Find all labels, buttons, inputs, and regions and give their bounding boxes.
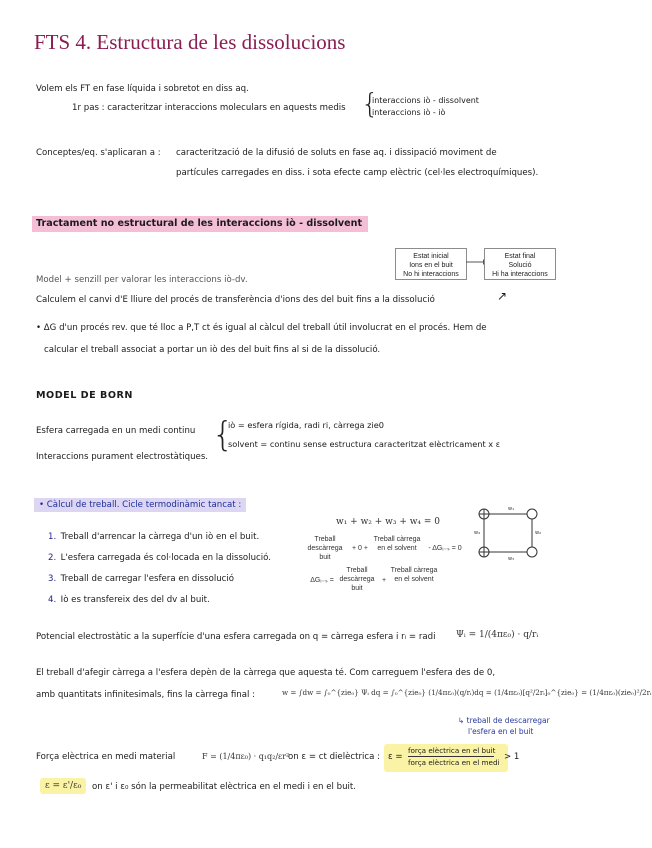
cycle-step-text: L'esfera carregada és col·locada en la dissolució. bbox=[60, 553, 271, 563]
force-frac-den: força elèctrica en el medi bbox=[408, 758, 500, 767]
force-result: > 1 bbox=[504, 752, 520, 762]
force-mid-text: on ε = ct dielèctrica : bbox=[288, 752, 381, 762]
work-line-1: El treball d'afegir càrrega a l'esfera depèn de la càrrega que aquesta té. Com carreguem l'esfera des de 0, bbox=[36, 668, 496, 678]
table-c2c: Treball càrrega en el solvent bbox=[390, 567, 438, 583]
model-line: Model + senzill per valorar les interaccions iò-dv. bbox=[36, 275, 248, 285]
work-annotation-2: l'esfera en el buit bbox=[468, 727, 534, 736]
calc-arrow-icon: ↗ bbox=[497, 289, 508, 303]
work-formula-text: w = ∫dw = ∫₀^{zie₀} Ψᵢ dq = ∫₀^{zie₀} (1/4πε₀)(q/rᵢ)dq = (1/4πε₀)[q²/2rᵢ]₀^{zie₀} = (1/4πε₀)(zie₀)²/2rᵢ bbox=[282, 688, 652, 697]
force-eps-symbol: ε = bbox=[388, 752, 403, 762]
potential-text: Potencial electrostàtic a la superfície d'una esfera carregada on q = càrrega esfera i rᵢ = radi bbox=[36, 632, 436, 642]
cycle-step-number: 4. bbox=[48, 595, 57, 605]
ion-neutral-bottom-right bbox=[527, 547, 537, 557]
label-w2: w₂ bbox=[535, 530, 542, 536]
state-arrow bbox=[466, 257, 486, 267]
ion-neutral-top-right bbox=[527, 509, 537, 519]
cycle-step bbox=[48, 526, 271, 547]
force-frac-line bbox=[408, 756, 494, 757]
potential-formula: Ψᵢ = 1/(4πε₀) · q/rᵢ bbox=[456, 630, 539, 640]
cycle-step bbox=[48, 547, 271, 568]
label-w1: w₁ bbox=[508, 506, 515, 512]
cycle-step-number: 1. bbox=[48, 532, 57, 542]
born-right-1: iò = esfera rígida, radi ri, càrrega zie0 bbox=[228, 420, 384, 430]
state-final-line-1: Estat final bbox=[504, 253, 536, 260]
state-final-line-3: Hi ha interaccions bbox=[492, 271, 548, 278]
calc-line: Calculem el canvi d'E lliure del procés de transferència d'ions des del buit fins a la dissolució bbox=[36, 295, 435, 305]
section-heading-tractament bbox=[32, 218, 368, 229]
state-initial-line-1: Estat inicial bbox=[413, 253, 449, 260]
intro-brace-a: interaccions iò - dissolvent bbox=[372, 96, 479, 105]
born-right-2: solvent = continu sense estructura caracteritzat elèctricament x ε bbox=[228, 439, 501, 449]
cycle-step-text: Iò es transfereix des del dv al buit. bbox=[60, 595, 210, 605]
table-minus: - ΔGᵢ₋ₛ = 0 bbox=[428, 545, 462, 552]
cycle-diagram bbox=[474, 498, 546, 562]
force-label: Força elèctrica en medi material bbox=[36, 752, 176, 762]
cycle-step-number: 2. bbox=[48, 553, 57, 563]
table-plus: + bbox=[381, 577, 387, 584]
cycle-step bbox=[48, 589, 271, 610]
table-c1b: Treball càrrega en el solvent bbox=[373, 536, 421, 552]
state-initial-line-3: No hi interaccions bbox=[403, 271, 459, 278]
label-w3: w₃ bbox=[508, 556, 515, 562]
table-c2b: Treball descàrrega buit bbox=[339, 567, 375, 592]
page-title: FTS 4. Estructura de les dissolucions bbox=[34, 30, 346, 54]
intro-line-1: Volem els FT en fase líquida i sobretot en diss aq. bbox=[36, 84, 249, 94]
concepts-text-1: caracterització de la difusió de soluts en fase aq. i dissipació moviment de bbox=[176, 148, 497, 158]
cycle-step-text: Treball d'arrencar la càrrega d'un iò en el buit. bbox=[60, 532, 260, 542]
born-brace: { bbox=[212, 415, 234, 455]
state-initial-line-2: Ions en el buit bbox=[409, 262, 453, 269]
table-c1a: Treball descàrrega buit bbox=[307, 536, 343, 561]
concepts-text-2: partícules carregades en diss. i sota efecte camp elèctric (cel·les electroquímiques). bbox=[176, 168, 539, 178]
work-line-2: amb quantitats infinitesimals, fins la càrrega final : bbox=[36, 690, 256, 700]
cycle-equation: w₁ + w₂ + w₃ + w₄ = 0 bbox=[336, 517, 441, 527]
bullet-line-1: • ΔG d'un procés rev. que té lloc a P,T ct és igual al càlcul del treball útil involucrat en el procés. Hem de bbox=[36, 323, 487, 333]
state-initial-box bbox=[395, 248, 467, 280]
cycle-step-text: Treball de carregar l'esfera en dissolució bbox=[60, 574, 235, 584]
eps-definition: ε = ε'/ε₀ bbox=[40, 778, 86, 794]
label-w4: w₄ bbox=[474, 530, 481, 536]
work-formula bbox=[282, 688, 652, 697]
table-c2a: ΔGᵢ₋ₛ = bbox=[310, 577, 334, 584]
work-annotation-1: ↳ treball de descarregar bbox=[458, 716, 550, 725]
state-final-box bbox=[484, 248, 556, 280]
born-heading: MODEL DE BORN bbox=[36, 390, 133, 401]
born-left-2: Interaccions purament electrostàtiques. bbox=[36, 452, 209, 462]
bullet-line-2: calcular el treball associat a portar un iò des del buit fins al si de la dissolució. bbox=[44, 345, 381, 355]
cycle-steps bbox=[48, 526, 271, 610]
force-highlight bbox=[384, 744, 508, 772]
table-plus0: + 0 + bbox=[352, 545, 368, 552]
intro-brace: { bbox=[361, 87, 379, 120]
force-formula: F = (1/4πε₀) · q₁q₂/εr² bbox=[202, 752, 290, 761]
intro-brace-b: interaccions iò - iò bbox=[372, 108, 446, 117]
born-left-1: Esfera carregada en un medi continu bbox=[36, 426, 196, 436]
force-frac-num: força elèctrica en el buit bbox=[408, 746, 496, 755]
cycle-step bbox=[48, 568, 271, 589]
concepts-label: Conceptes/eq. s'aplicaran a : bbox=[36, 148, 161, 158]
cycle-heading bbox=[34, 500, 246, 510]
state-final-line-2: Solució bbox=[508, 262, 532, 269]
intro-line-2: 1r pas : caracteritzar interaccions moleculars en aquests medis bbox=[72, 103, 346, 113]
cycle-step-number: 3. bbox=[48, 574, 57, 584]
cycle-heading-text: • Càlcul de treball. Cicle termodinàmic tancat : bbox=[34, 498, 246, 512]
section-heading-text: Tractament no estructural de les interaccions iò - dissolvent bbox=[32, 216, 368, 232]
eps-text: on ε' i ε₀ són la permeabilitat elèctrica en el medi i en el buit. bbox=[92, 782, 357, 792]
